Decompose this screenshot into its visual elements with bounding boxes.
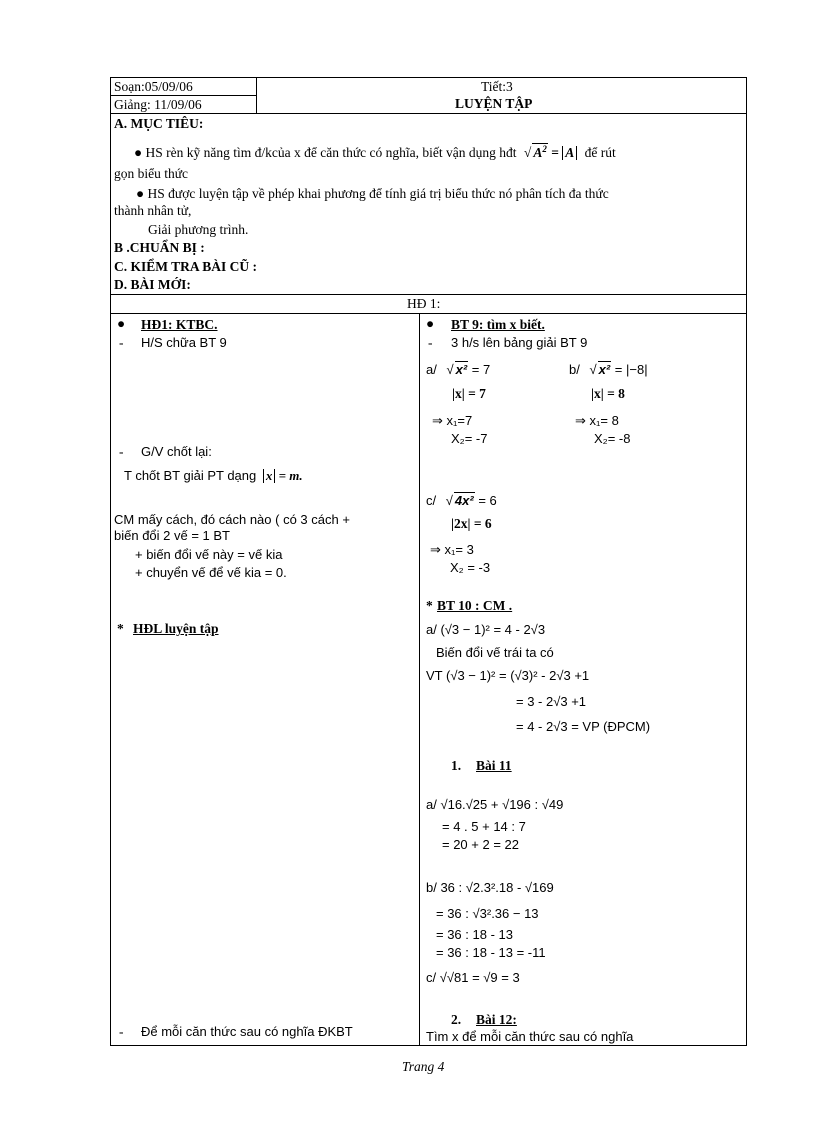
header-divider-mid	[110, 95, 256, 96]
bai12-number: 2.	[451, 1012, 462, 1027]
bai11-b-line-3: = 36 : 18 - 13 = -11	[436, 945, 546, 960]
bt10-heading: BT 10 : CM .	[437, 598, 513, 613]
bt10-line-3: = 3 - 2√3 +1	[516, 694, 587, 709]
new-lesson-heading: D. BÀI MỚI:	[114, 277, 191, 292]
bai11-a-line-2: = 20 + 2 = 22	[442, 837, 519, 852]
objective-2: ● HS được luyện tập về phép khai phương để tính giá trị biểu thức nó phân tích đa thức	[136, 186, 609, 201]
bai11-a: a/ √16.√25 + √196 : √49	[426, 797, 564, 812]
date-giang: Giảng: 11/09/06	[114, 97, 202, 112]
bt9-a-x1: ⇒ x₁=7	[432, 413, 473, 428]
table-border-right	[746, 77, 747, 1046]
right-star: *	[426, 598, 433, 613]
check-heading: C. KIỂM TRA BÀI CŨ :	[114, 259, 258, 274]
bullet-icon: ●	[134, 145, 143, 160]
activity-heading: HĐ 1:	[407, 296, 441, 311]
left-line-1: H/S chữa BT 9	[141, 335, 227, 350]
left-line-7: + chuyển vế để vế kia = 0.	[135, 565, 287, 580]
bai12-heading: Bài 12:	[476, 1012, 517, 1027]
left-heading-ktbc: HĐ1: KTBC.	[141, 317, 218, 332]
formula-abs-identity: √ $A^2 = A$	[524, 145, 577, 160]
objective-1: ● HS rèn kỹ năng tìm đ/kcủa x để căn thức có nghĩa, biết vận dụng hđt √ $A^2 = A$ để rút	[134, 144, 616, 160]
bt10-line-4: = 4 - 2√3 = VP (ĐPCM)	[516, 719, 651, 734]
bt9-b-abs: |x| = 8	[591, 386, 625, 401]
formula-abs-x-eq-m: x = m.	[263, 468, 303, 483]
date-soan: Soạn:05/09/06	[114, 79, 193, 94]
column-divider	[419, 313, 420, 1046]
bt9-c-x1: ⇒ x₁= 3	[430, 542, 474, 557]
dash: -	[119, 444, 124, 459]
dash: -	[428, 335, 433, 350]
prep-heading: B .CHUẨN BỊ :	[114, 240, 205, 255]
bai11-b-line-2: = 36 : 18 - 13	[436, 927, 513, 942]
page-title: LUYỆN TẬP	[455, 96, 533, 111]
activity-divider	[110, 313, 747, 314]
right-bullet: ●	[426, 316, 435, 331]
header-divider-bottom	[110, 113, 747, 114]
table-border-left	[110, 77, 111, 1046]
bt9-c-x2: X₂ = -3	[450, 560, 491, 575]
left-line-5: biến đổi 2 vế = 1 BT	[114, 528, 230, 543]
left-star: *	[117, 621, 124, 636]
table-border-top	[110, 77, 747, 78]
objectives-divider	[110, 294, 747, 295]
table-border-bottom	[110, 1045, 747, 1046]
left-line-4: CM mấy cách, đó cách nào ( có 3 cách +	[114, 512, 350, 527]
bt10-line-1: Biến đổi vế trái ta có	[436, 645, 554, 660]
right-last-line: Tìm x để mỗi căn thức sau có nghĩa	[426, 1029, 634, 1044]
left-heading-practice: HĐL luyện tập	[133, 621, 219, 636]
bai11-number: 1.	[451, 758, 462, 773]
page-number: Trang 4	[402, 1059, 445, 1074]
dash: -	[119, 335, 124, 350]
left-line-2: G/V chốt lại:	[141, 444, 212, 459]
bt9-c: c/ √ 4x² = 6	[426, 493, 497, 508]
left-last-line: Để mỗi căn thức sau có nghĩa ĐKBT	[141, 1024, 353, 1039]
bai11-b: b/ 36 : √2.3².18 - √169	[426, 880, 554, 895]
objective-2-cont: thành nhân tử,	[114, 203, 192, 218]
bt9-c-abs: |2x| = 6	[451, 516, 492, 531]
bt9-a-abs: |x| = 7	[452, 386, 486, 401]
bt10-line-2: VT (√3 − 1)² = (√3)² - 2√3 +1	[426, 668, 590, 683]
objective-1-cont: gọn biểu thức	[114, 166, 189, 181]
dash: -	[119, 1024, 124, 1039]
bt9-b-x2: X₂= -8	[594, 431, 631, 446]
bai11-c: c/ √√81 = √9 = 3	[426, 970, 520, 985]
bt9-a: a/ √ x² = 7	[426, 362, 491, 377]
bt9-b-x1: ⇒ x₁= 8	[575, 413, 619, 428]
bt9-a-x2: X₂= -7	[451, 431, 488, 446]
left-line-6: + biến đổi vế này = vế kia	[135, 547, 283, 562]
bt9-b: b/ √ x² = |−8|	[569, 362, 648, 377]
lesson-number: Tiết:3	[481, 79, 513, 94]
right-heading-bt9: BT 9: tìm x biết.	[451, 317, 545, 332]
right-line-1: 3 h/s lên bảng giải BT 9	[451, 335, 588, 350]
objectives-heading: A. MỤC TIÊU:	[114, 116, 204, 131]
bai11-a-line-1: = 4 . 5 + 14 : 7	[442, 819, 526, 834]
bai11-b-line-1: = 36 : √3².36 − 13	[436, 906, 539, 921]
bt10-a: a/ (√3 − 1)² = 4 - 2√3	[426, 622, 546, 637]
left-bullet: ●	[117, 316, 126, 331]
bai11-heading: Bài 11	[476, 758, 512, 773]
bullet-icon: ●	[136, 186, 145, 201]
left-line-3: T chốt BT giải PT dạng x = m.	[124, 468, 303, 483]
objective-2-cont2: Giải phương trình.	[148, 222, 249, 237]
header-divider-vertical	[256, 77, 257, 113]
